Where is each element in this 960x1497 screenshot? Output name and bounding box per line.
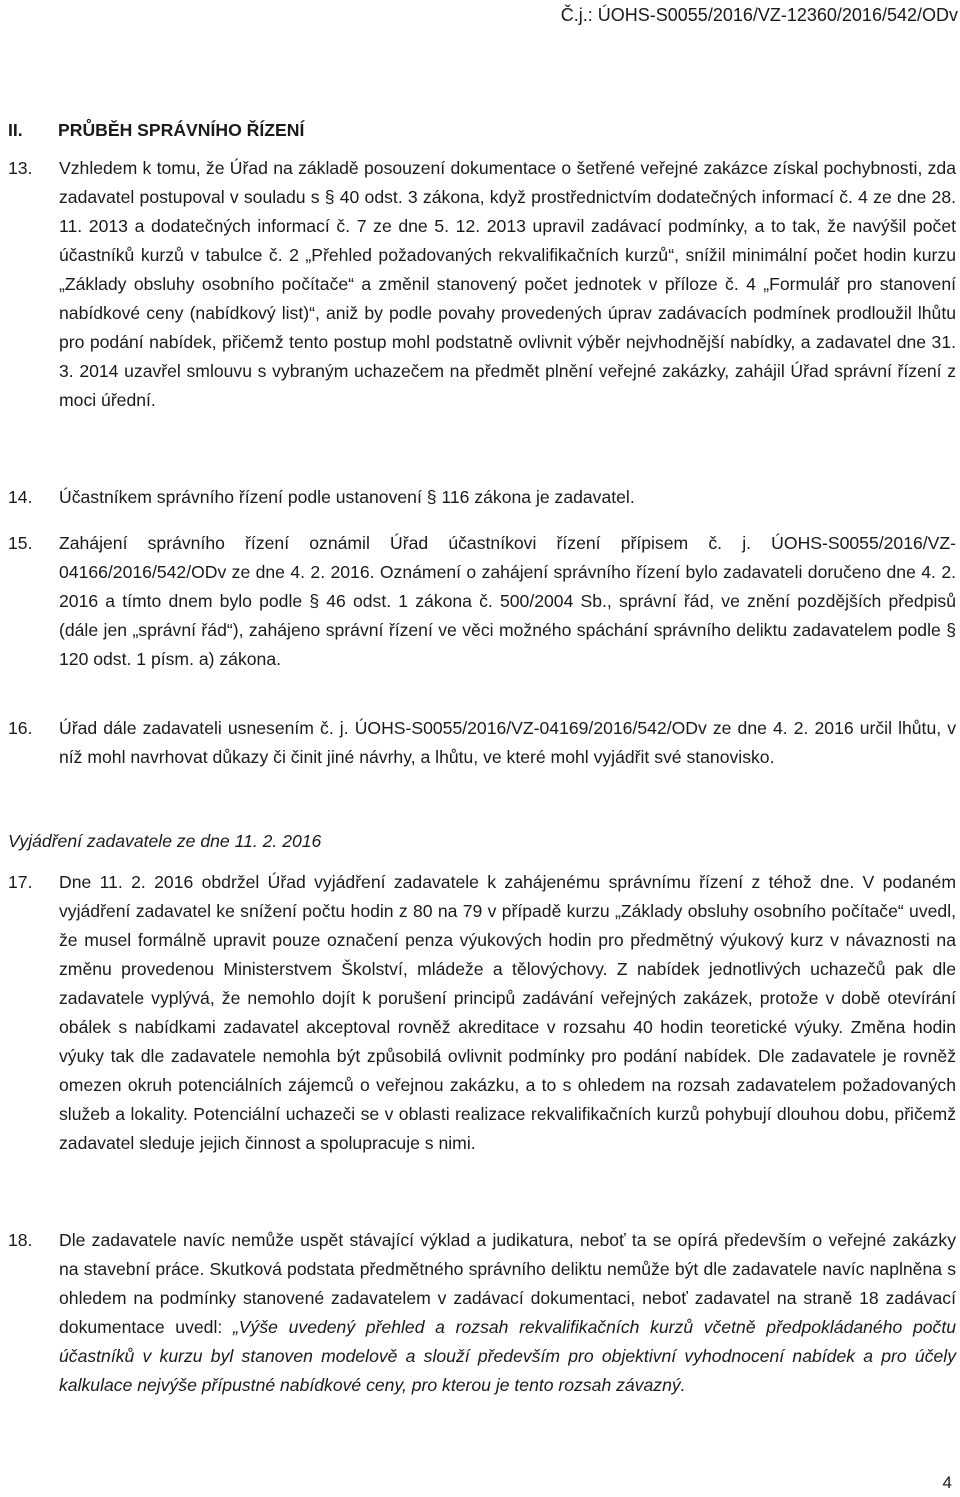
paragraph-16 — [8, 714, 956, 772]
paragraph-text: Zahájení správního řízení oznámil Úřad účastníkovi řízení přípisem č. j. ÚOHS-S0055/2016/VZ-04166/2016/542/ODv ze dne 4. 2. 2016. Oznámení o zahájení správního řízení bylo zadavateli doručeno dne 4. 2. 2016 a tímto dnem bylo podle § 46 odst. 1 zákona č. 500/2004 Sb., správní řád, ve znění pozdějších předpisů (dále jen „správní řád“), zahájeno správní řízení ve věci možného spáchání správního deliktu zadavatelem podle § 120 odst. 1 písm. a) zákona. — [59, 533, 956, 669]
paragraph-text: Účastníkem správního řízení podle ustanovení § 116 zákona je zadavatel. — [59, 487, 635, 507]
paragraph-number: 14. — [8, 487, 33, 507]
section-heading — [8, 116, 908, 145]
paragraph-number: 18. — [8, 1230, 33, 1250]
paragraph-text: Dne 11. 2. 2016 obdržel Úřad vyjádření zadavatele k zahájenému správnímu řízení z téhož dne. V podaném vyjádření zadavatel ke snížení počtu hodin z 80 na 79 v případě kurzu „Základy obsluhy osobního počítače“ uvedl, že musel formálně upravit pouze označení penza výukových hodin pro předmětný výukový kurz v návaznosti na změnu provedenou Ministerstvem Školství, mládeže a tělovýchovy. Z nabídek jednotlivých uchazečů pak dle zadavatele vyplývá, že nemohlo dojít k porušení principů zadávání veřejných zakázek, protože v době otevírání obálek s nabídkami zadavatel akceptoval rovněž akreditace v rozsahu 40 hodin teoretické výuky. Změna hodin výuky tak dle zadavatele nemohla být způsobilá ovlivnit podmínky pro podání nabídek. Dle zadavatele je rovněž omezen okruh potenciálních zájemců o veřejnou zakázku, a to s ohledem na rozsah zadavatelem požadovaných služeb a lokality. Potenciální uchazeči se v oblasti realizace rekvalifikačních kurzů pohybují dlouhou dobu, přičemž zadavatel sleduje jejich činnost a spolupracuje s nimi. — [59, 872, 956, 1153]
paragraph-text: Dle zadavatele navíc nemůže uspět stávající výklad a judikatura, neboť ta se opírá především o veřejné zakázky na stavební práce. Skutková podstata předmětného správního deliktu nemůže být dle zadavatele navíc naplněna s ohledem na podmínky stanovené zadavatelem v zadávací dokumentaci, neboť zadavatel na straně 18 zadávací dokumentace uvedl: — [59, 1230, 956, 1337]
section-number: II. — [8, 120, 23, 140]
subsection-heading: Vyjádření zadavatele ze dne 11. 2. 2016 — [8, 831, 322, 851]
reference-number: Č.j.: ÚOHS-S0055/2016/VZ-12360/2016/542/ODv — [560, 5, 958, 25]
page-number: 4 — [942, 1473, 952, 1492]
quoted-text: „Výše uvedený přehled a rozsah rekvalifikačních kurzů včetně předpokládaného počtu účastníků v kurzu byl stanoven modelově a slouží především pro objektivní vyhodnocení nabídek a pro účely kalkulace nejvýše přípustné nabídkové ceny, pro kterou je tento rozsah závazný. — [59, 1317, 957, 1395]
paragraph-15 — [8, 529, 956, 674]
paragraph-text: Úřad dále zadavateli usnesením č. j. ÚOHS-S0055/2016/VZ-04169/2016/542/ODv ze dne 4. 2. 2016 určil lhůtu, v níž mohl navrhovat důkazy či činit jiné návrhy, a lhůtu, ve které mohl vyjádřit své stanovisko. — [59, 718, 956, 767]
paragraph-number: 13. — [8, 158, 33, 178]
paragraph-text: Vzhledem k tomu, že Úřad na základě posouzení dokumentace o šetřené veřejné zakázce získal pochybnosti, zda zadavatel postupoval v souladu s § 40 odst. 3 zákona, když prostřednictvím dodatečných informací č. 4 ze dne 28. 11. 2013 a dodatečných informací č. 7 ze dne 5. 12. 2013 upravil zadávací podmínky, a to tak, že navýšil počet účastníků kurzů v tabulce č. 2 „Přehled požadovaných rekvalifikačních kurzů“, snížil minimální počet hodin kurzu „Základy obsluhy osobního počítače“ a změnil stanovený počet jednotek v příloze č. 4 „Formulář pro stanovení nabídkové ceny (nabídkový list)“, aniž by podle povahy provedených úprav zadávacích podmínek prodloužil lhůtu pro podání nabídek, přičemž tento postup mohl podstatně ovlivnit výběr nejvhodnější nabídky, a zadavatel dne 31. 3. 2014 uzavřel smlouvu s vybraným uchazečem na předmět plnění veřejné zakázky, zahájil Úřad správní řízení z moci úřední. — [59, 158, 956, 410]
paragraph-14 — [8, 483, 956, 512]
paragraph-number: 17. — [8, 872, 33, 892]
paragraph-text-wrapper — [59, 1226, 956, 1400]
paragraph-number: 16. — [8, 718, 33, 738]
paragraph-17 — [8, 868, 956, 1158]
paragraph-18 — [8, 1226, 956, 1400]
paragraph-number: 15. — [8, 533, 33, 553]
section-title: PRŮBĚH SPRÁVNÍHO ŘÍZENÍ — [58, 120, 305, 140]
paragraph-13 — [8, 154, 956, 415]
